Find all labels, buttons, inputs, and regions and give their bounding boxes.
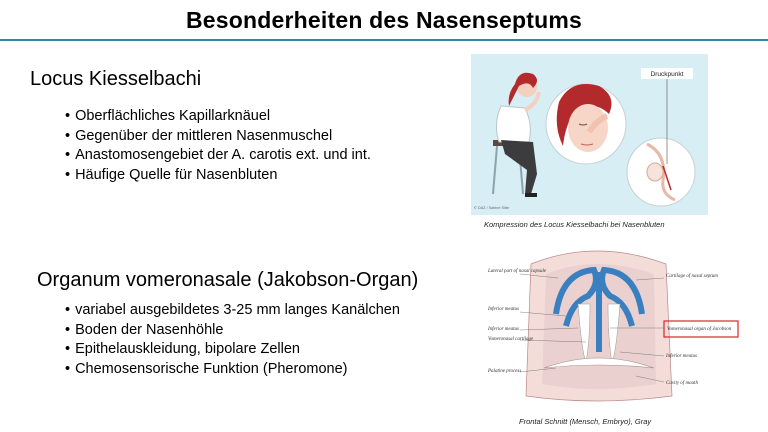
label-lateral-part: Lateral part of nasal capsule <box>488 269 547 274</box>
bullet-item: • Boden der Nasenhöhle <box>65 321 400 341</box>
title-divider <box>0 39 768 41</box>
section-heading-jakobson-organ: Organum vomeronasale (Jakobson-Organ) <box>37 269 419 291</box>
bullet-item: • variabel ausgebildetes 3-25 mm langes Kanälchen <box>65 301 400 321</box>
label-vomeronasal-cartilage: Vomeronasal cartilage <box>488 337 534 342</box>
frontal-section-anatomy-figure <box>486 244 741 408</box>
bullet-item: • Epithelauskleidung, bipolare Zellen <box>65 340 400 360</box>
bullet-item: • Chemosensorische Funktion (Pheromone) <box>65 360 400 380</box>
bullet-list-jakobson <box>65 301 400 379</box>
figure-caption-jakobson: Frontal Schnitt (Mensch, Embryo), Gray <box>519 417 652 426</box>
bullet-item: • Gegenüber der mittleren Nasenmuschel <box>65 127 371 147</box>
image-credit: © DAZ / Sabine Sitte <box>474 206 510 210</box>
label-cavity-of-mouth: Cavity of mouth <box>666 381 698 386</box>
bullet-item: • Oberflächliches Kapillarknäuel <box>65 107 371 127</box>
nosebleed-compression-illustration <box>471 54 708 215</box>
label-inferior-meatus: Inferior meatus <box>666 354 697 359</box>
bullet-item: • Anastomosengebiet der A. carotis ext. und int. <box>65 146 371 166</box>
label-inferior-meatus: Inferior meatus <box>488 307 519 312</box>
label-inferior-meatus: Inferior meatus <box>488 327 519 332</box>
label-palatine-process: Palatine process <box>488 369 522 374</box>
figure-caption-locus: Kompression des Locus Kiesselbachi bei Nasenbluten <box>484 220 665 229</box>
slide-title: Besonderheiten des Nasenseptums <box>185 7 583 33</box>
label-cartilage-septum: Cartilage of nasal septum <box>666 274 718 279</box>
druckpunkt-label: Druckpunkt <box>650 71 684 78</box>
bullet-list-locus <box>65 107 371 185</box>
bullet-item: • Häufige Quelle für Nasenbluten <box>65 166 371 186</box>
section-heading-locus-kiesselbachi: Locus Kiesselbachi <box>30 68 202 90</box>
label-vomeronasal-organ: Vomeronasal organ of Jacobson <box>667 327 732 332</box>
